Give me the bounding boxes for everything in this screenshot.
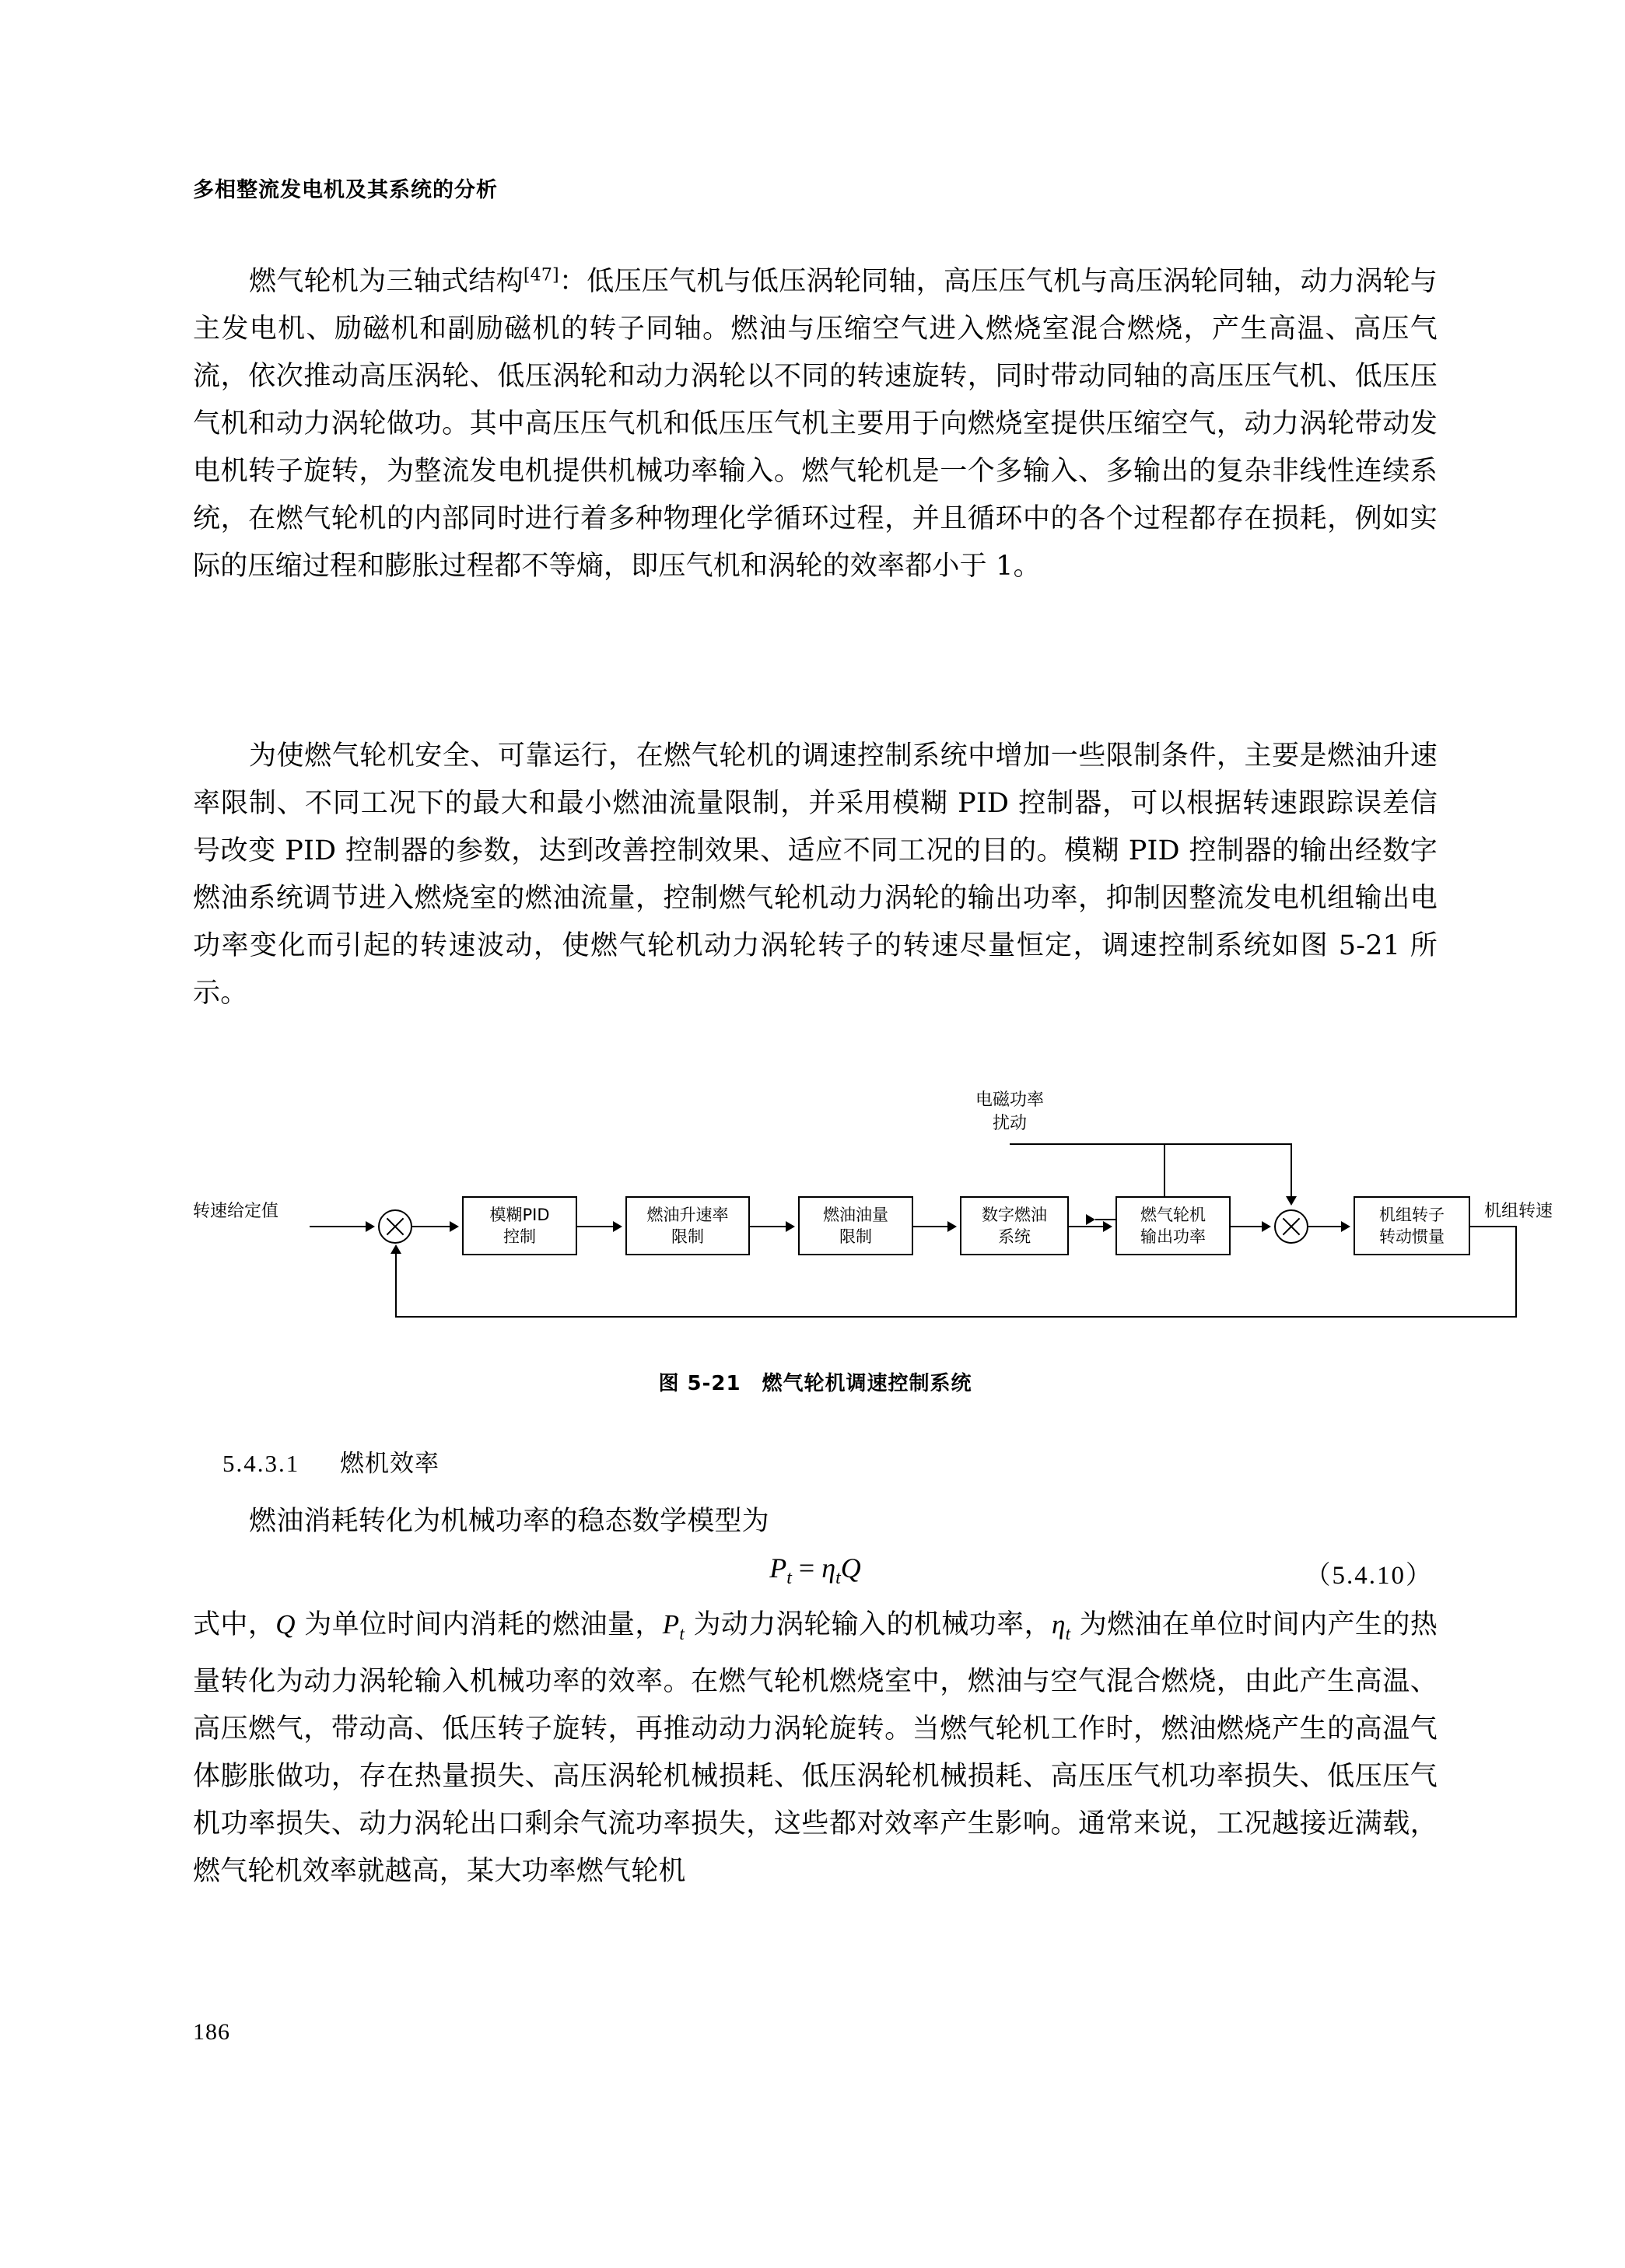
figure-block-1 [462, 1196, 577, 1255]
figure-feedback-hline [395, 1316, 1517, 1318]
equation-pt: P [769, 1552, 787, 1584]
equation-number: （5.4.10） [1305, 1562, 1433, 1590]
paragraph-1 [193, 258, 1438, 590]
figure-input-line [310, 1226, 370, 1227]
paragraph-2-text: 为使燃气轮机安全、可靠运行，在燃气轮机的调速控制系统中增加一些限制条件，主要是燃油升速率限制、不同工况下的最大和最小燃油流量限制，并采用模糊 PID 控制器，可以根据转速跟踪误差信号改变 PID 控制器的参数，达到改善控制效果、适应不同工况的目的。模糊 PID 控制器的输出经数字燃油系统调节进入燃烧室的燃油流量，控制燃气轮机动力涡轮的输出功率，抑制因整流发电机组输出电功率变化而引起的转速波动，使燃气轮机动力涡轮转子的转速尽量恒定，调速控制系统如图 5-21 所示。 [193, 740, 1438, 1009]
figure-link-7 [1308, 1226, 1344, 1227]
figure-block-3 [798, 1196, 913, 1255]
figure-block-1-line1: 模糊PID [489, 1206, 550, 1224]
page-number: 186 [193, 2019, 230, 2045]
figure-summing-node-2 [1274, 1209, 1308, 1244]
figure-input-arrow [366, 1221, 375, 1232]
figure-block-2-line1: 燃油升速率 [646, 1206, 729, 1224]
figure-block-6-line2: 转动惯量 [1379, 1227, 1445, 1246]
figure-block-2 [625, 1196, 750, 1255]
equation-equals: = [791, 1552, 822, 1584]
equation-q: Q [840, 1552, 861, 1584]
paragraph-1-text [193, 258, 1438, 590]
paragraph-3-text: 燃油消耗转化为机械功率的稳态数学模型为 [249, 1506, 769, 1537]
figure-block-6-line1: 机组转子 [1379, 1206, 1445, 1224]
figure-link-1-arrow [450, 1221, 459, 1232]
figure-link-1 [412, 1226, 453, 1227]
paragraph-4-mid-1: 为单位时间内消耗的燃油量， [295, 1609, 663, 1640]
figure-disturbance-label-line2: 扰动 [992, 1114, 1027, 1133]
figure-link-6 [1231, 1226, 1265, 1227]
symbol-pt-sub: t [679, 1624, 685, 1643]
figure-link-4-arrow [947, 1221, 957, 1232]
figure-disturbance-label [944, 1089, 1076, 1136]
equation-eta: η [821, 1552, 836, 1584]
figure-link-4 [913, 1226, 951, 1227]
equation-body [193, 1552, 1438, 1589]
figure-block-6 [1354, 1196, 1470, 1255]
figure-block-4-line2: 系统 [998, 1227, 1031, 1246]
figure-block-4-line1: 数字燃油 [982, 1206, 1047, 1224]
figure-block-5-line2: 输出功率 [1140, 1227, 1206, 1246]
equation-pt-sub: t [786, 1568, 792, 1589]
section-title: 燃机效率 [339, 1450, 440, 1478]
section-heading [222, 1444, 440, 1479]
figure-link-2 [577, 1226, 616, 1227]
symbol-eta-sub: t [1065, 1624, 1071, 1643]
figure-disturbance-arrow-down [1286, 1196, 1297, 1206]
figure-summing-node-1 [378, 1209, 412, 1244]
section-number: 5.4.3.1 [222, 1450, 300, 1477]
figure-block-3-line2: 限制 [839, 1227, 872, 1246]
paragraph-2 [193, 733, 1438, 1017]
figure-link-5-arrow [1103, 1221, 1112, 1232]
equation-eta-sub: t [835, 1568, 841, 1589]
figure-link-6-arrow [1262, 1221, 1271, 1232]
symbol-pt: P [662, 1609, 680, 1640]
paragraph-4-rest: 为燃油在单位时间内产生的热量转化为动力涡轮输入机械功率的效率。在燃气轮机燃烧室中，燃油与空气混合燃烧，由此产生高温、高压燃气，带动高、低压转子旋转，再推动动力涡轮旋转。当燃气轮机工作时，燃油燃烧产生的高温气体膨胀做功，存在热量损失、高压涡轮机械损耗、低压涡轮机械损耗、高压压气机功率损失、低压压气机功率损失、动力涡轮出口剩余气流功率损失，这些都对效率产生影响。通常来说，工况越接近满载，燃气轮机效率就越高，某大功率燃气轮机 [193, 1609, 1438, 1887]
figure-caption: 图 5-21 燃气轮机调速控制系统 [658, 1372, 972, 1395]
figure-block-4 [960, 1196, 1069, 1255]
figure-output-label: 机组转速 [1484, 1202, 1553, 1221]
figure-block-5-line1: 燃气轮机 [1140, 1206, 1206, 1224]
figure-feedback-vline-left [395, 1254, 397, 1318]
symbol-eta: η [1052, 1609, 1066, 1640]
figure-block-diagram [193, 1089, 1553, 1346]
equation-5-4-10 [193, 1552, 1438, 1598]
figure-feedback-arrow [390, 1244, 401, 1254]
figure-link-3-arrow [786, 1221, 795, 1232]
figure-disturbance-arrow [1086, 1214, 1095, 1225]
figure-link-7-arrow [1341, 1221, 1350, 1232]
paragraph-4-pre: 式中， [193, 1609, 276, 1640]
paragraph-4-mid-2: 为动力涡轮输入的机械功率， [684, 1609, 1052, 1640]
figure-link-5 [1069, 1226, 1106, 1227]
figure-block-3-line1: 燃油油量 [823, 1206, 888, 1224]
figure-block-1-line2: 控制 [503, 1227, 536, 1246]
paragraph-4 [193, 1601, 1438, 1895]
paragraph-4-text [193, 1601, 1438, 1895]
page-content [193, 0, 1553, 2268]
figure-feedback-vline-right [1515, 1226, 1517, 1318]
figure-disturbance-top [1010, 1143, 1292, 1145]
symbol-q: Q [275, 1609, 296, 1640]
paragraph-1-part-a: 燃气轮机为三轴式结构 [249, 266, 524, 297]
figure-block-2-line2: 限制 [671, 1227, 704, 1246]
figure-link-3 [750, 1226, 789, 1227]
figure-output-line [1470, 1226, 1517, 1227]
reference-marker: [47] [523, 265, 559, 285]
figure-link-2-arrow [613, 1221, 622, 1232]
running-head: 多相整流发电机及其系统的分析 [193, 178, 498, 202]
paragraph-1-part-b: ：低压压气机与低压涡轮同轴，高压压气机与高压涡轮同轴，动力涡轮与主发电机、励磁机和副励磁机的转子同轴。燃油与压缩空气进入燃烧室混合燃烧，产生高温、高压气流，依次推动高压涡轮、低压涡轮和动力涡轮以不同的转速旋转，同时带动同轴的高压压气机、低压压气机和动力涡轮做功。其中高压压气机和低压压气机主要用于向燃烧室提供压缩空气，动力涡轮带动发电机转子旋转，为整流发电机提供机械功率输入。燃气轮机是一个多输入、多输出的复杂非线性连续系统，在燃气轮机的内部同时进行着多种物理化学循环过程，并且循环中的各个过程都存在损耗，例如实际的压缩过程和膨胀过程都不等熵，即压气机和涡轮的效率都小于 1。 [193, 266, 1438, 582]
paragraph-3 [193, 1498, 1438, 1545]
figure-disturbance-label-line1: 电磁功率 [975, 1090, 1044, 1110]
figure-input-label: 转速给定值 [193, 1202, 279, 1221]
figure-block-5 [1115, 1196, 1231, 1255]
figure-disturbance-drop [1291, 1143, 1292, 1198]
